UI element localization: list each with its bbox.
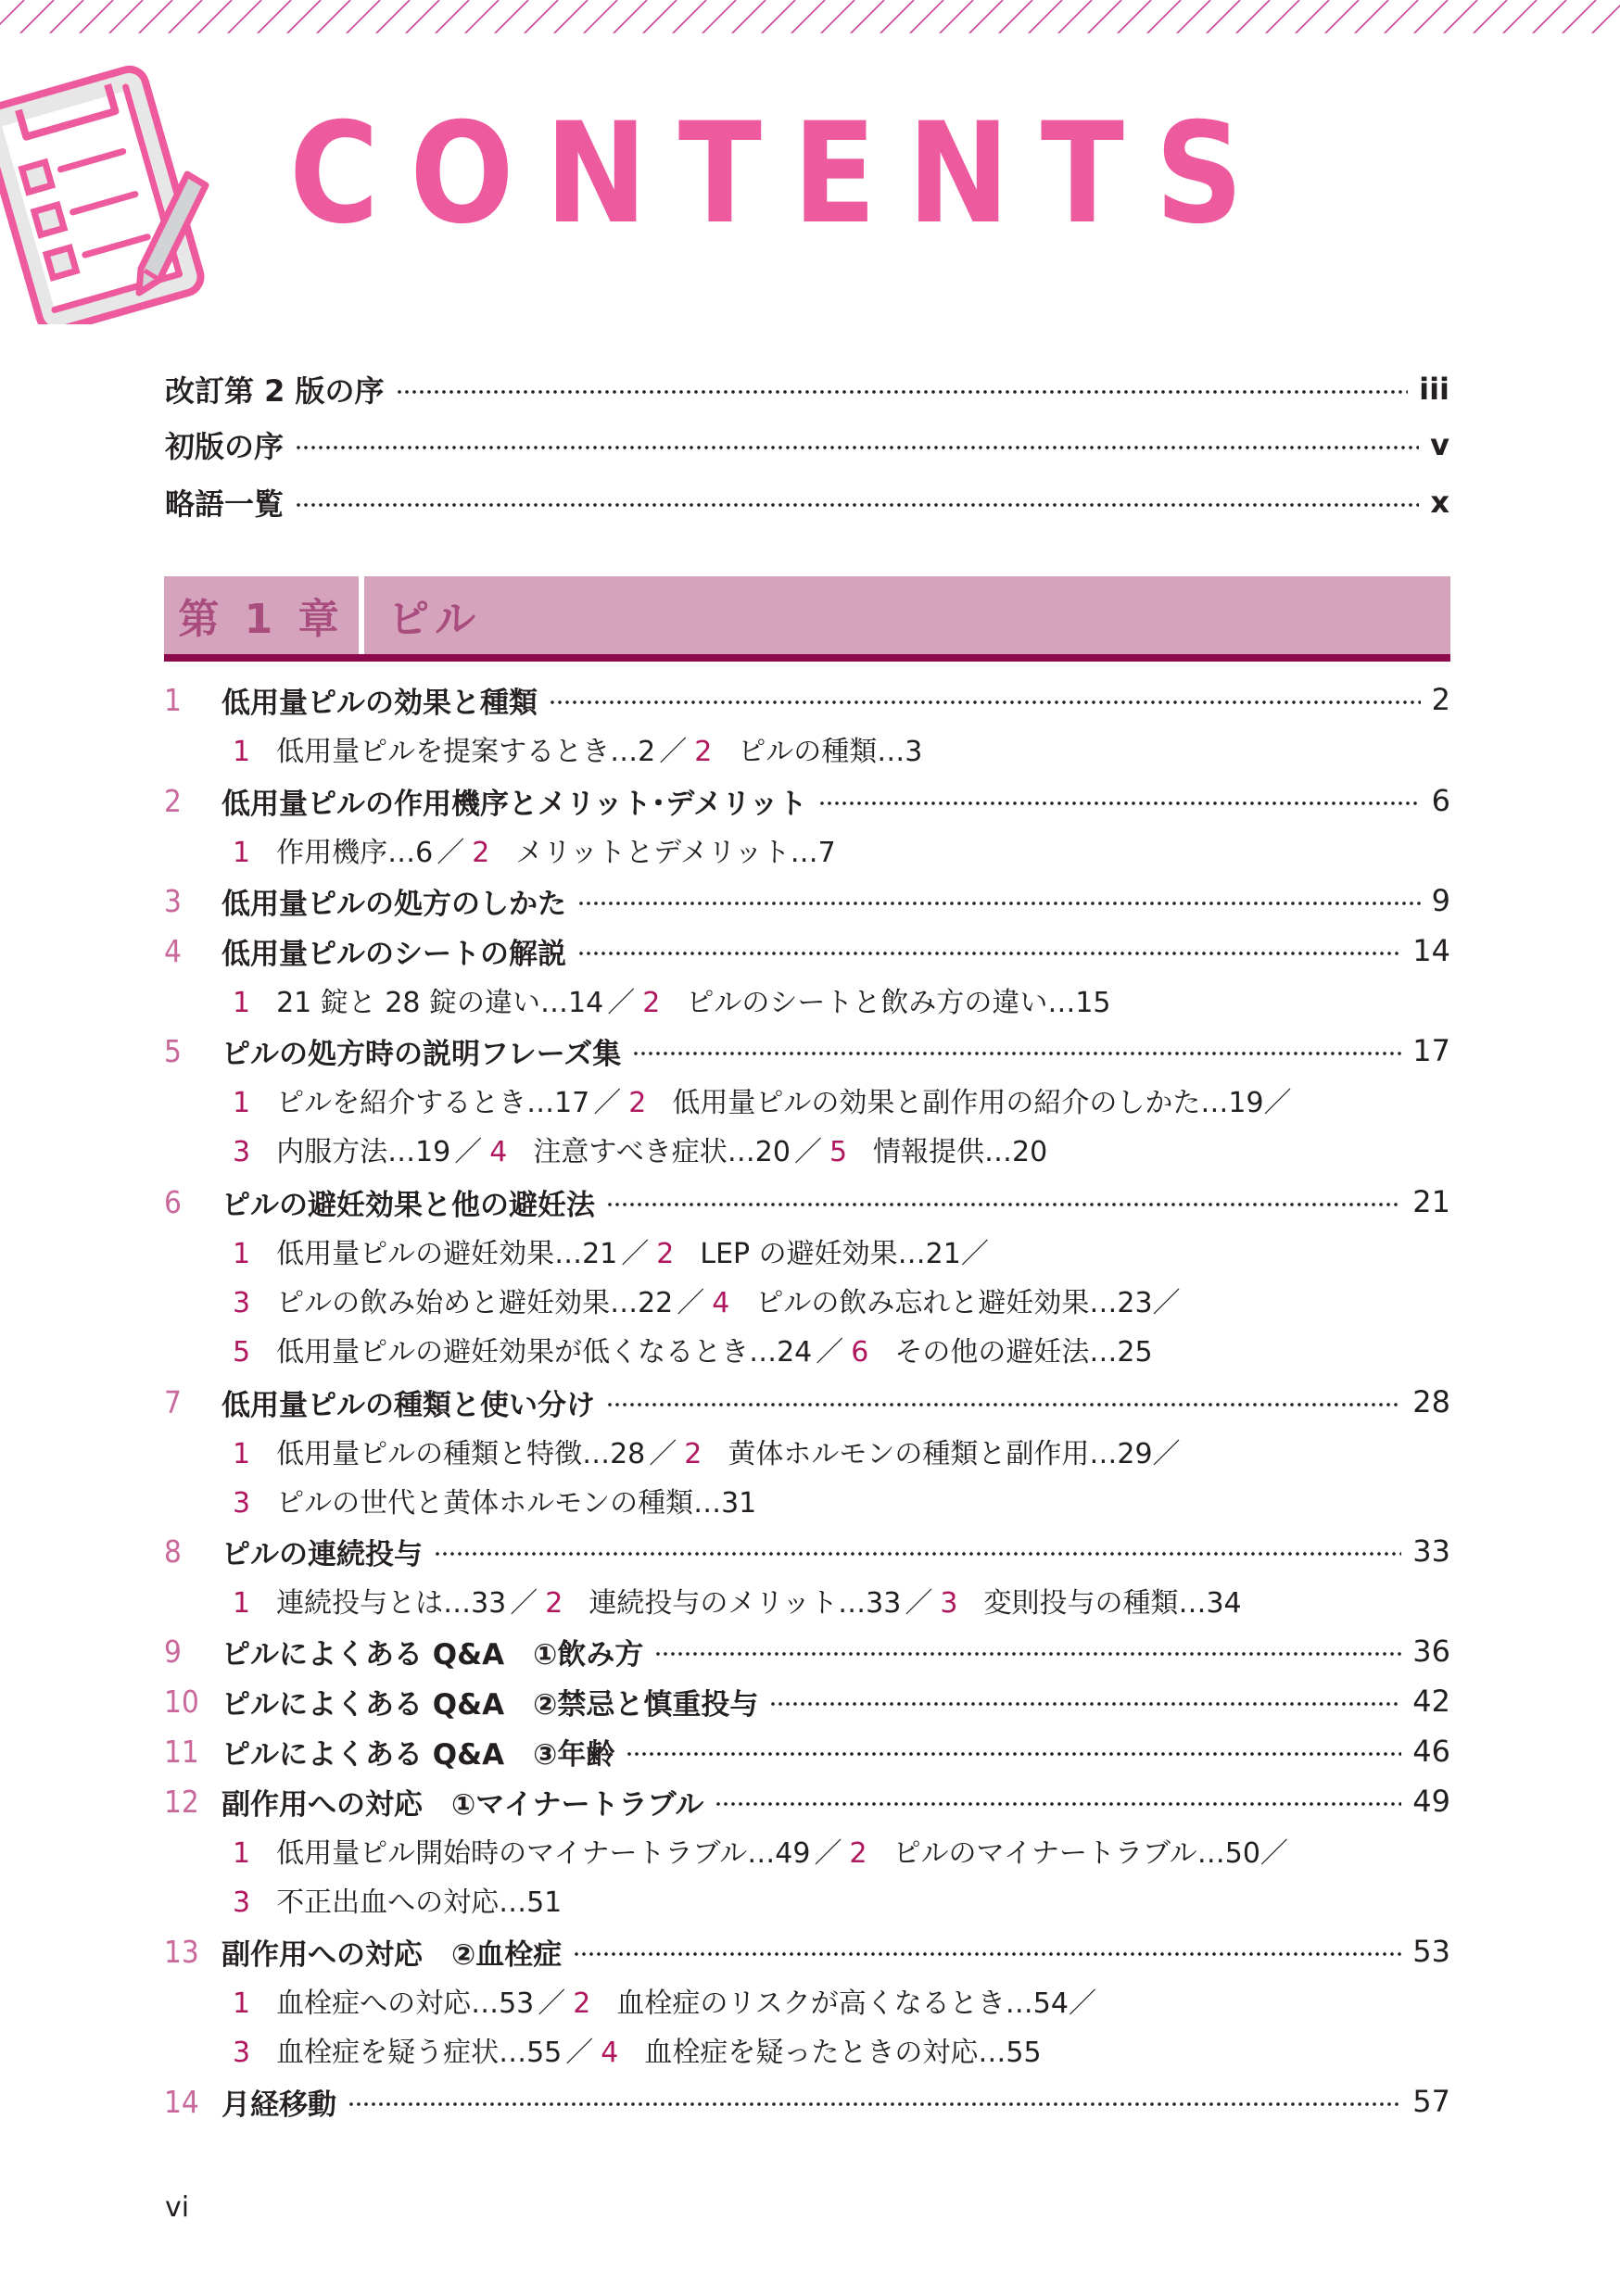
toc-subsection-line — [164, 1828, 1450, 1873]
hatch-line — [525, 0, 558, 33]
subsection-number: 1 — [233, 1438, 251, 1470]
section-title: ピルの連続投与 — [221, 1537, 423, 1571]
toc-subsection-line — [164, 1478, 1450, 1522]
dot-leader — [818, 801, 1421, 805]
subsection-title: 低用量ピルの種類と特徴…28 — [276, 1438, 646, 1470]
toc-subsection[interactable] — [233, 1129, 450, 1169]
section-number: 11 — [164, 1733, 199, 1770]
subsection-title: 作用機序…6 — [276, 837, 434, 869]
toc-subsection[interactable] — [940, 1580, 1241, 1621]
dot-leader — [434, 1552, 1401, 1556]
hatch-line — [1207, 0, 1240, 33]
hatch-line — [1592, 0, 1620, 33]
subsection-title: 不正出血への対応…51 — [276, 1886, 563, 1919]
section-title: ピルによくある Q&A ②禁忌と慎重投与 — [221, 1687, 759, 1722]
section-number: 8 — [164, 1533, 182, 1570]
subsection-number: 2 — [849, 1837, 867, 1870]
toc-subsection-line — [164, 1877, 1450, 1922]
toc-section[interactable] — [164, 778, 1450, 823]
toc-subsection[interactable] — [233, 1329, 812, 1369]
subsection-number: 2 — [642, 987, 661, 1019]
front-matter-label: 初版の序 — [165, 429, 285, 464]
subsection-number: 1 — [233, 736, 251, 768]
toc-subsection[interactable] — [656, 1230, 989, 1271]
hatch-line — [762, 0, 795, 33]
subsection-number: 2 — [684, 1438, 702, 1470]
separator: ／ — [814, 1837, 842, 1870]
subsection-number: 4 — [489, 1136, 508, 1168]
separator: ／ — [816, 1336, 844, 1369]
hatch-line — [80, 0, 113, 33]
section-title: ピルの処方時の説明フレーズ集 — [221, 1037, 622, 1071]
dot-leader — [348, 2102, 1401, 2106]
separator: ／ — [593, 1087, 622, 1119]
separator: ／ — [659, 736, 688, 768]
section-page: 6 — [1431, 783, 1450, 818]
subsection-title: 血栓症への対応…53 — [276, 1987, 535, 2020]
subsection-title: その他の避妊法…25 — [894, 1336, 1153, 1369]
front-matter-item[interactable] — [165, 424, 1449, 465]
subsection-title: 変則投与の種類…34 — [983, 1587, 1242, 1620]
separator: ／ — [621, 1238, 650, 1270]
subsection-number: 3 — [233, 1487, 251, 1520]
dot-leader — [549, 700, 1421, 704]
subsection-title: 情報提供…20 — [873, 1136, 1048, 1168]
hatch-line — [169, 0, 202, 33]
toc-subsection-line — [164, 726, 1450, 771]
chapter-number: 第 1 章 — [178, 596, 345, 643]
hatch-line — [198, 0, 232, 33]
toc-subsection[interactable] — [233, 829, 433, 870]
section-title: ピルによくある Q&A ①飲み方 — [221, 1637, 644, 1672]
toc-section[interactable] — [164, 878, 1450, 923]
toc-subsection[interactable] — [233, 1079, 589, 1120]
section-page: 53 — [1412, 1934, 1450, 1969]
hatch-line — [1296, 0, 1329, 33]
section-page: 14 — [1412, 933, 1450, 968]
subsection-title: 低用量ピルの避妊効果が低くなるとき…24 — [276, 1336, 813, 1369]
hatch-line — [910, 0, 943, 33]
hatch-line — [1118, 0, 1151, 33]
hatch-line — [109, 0, 143, 33]
toc-subsection-line — [164, 1229, 1450, 1273]
dot-leader — [295, 446, 1419, 449]
subsection-title: 連続投与とは…33 — [276, 1587, 507, 1620]
subsection-number: 4 — [601, 2037, 619, 2069]
separator: ／ — [793, 1136, 822, 1168]
dot-leader — [577, 952, 1401, 955]
subsection-title: ピルのシートと飲み方の違い…15 — [686, 987, 1111, 1019]
toc-subsection-line — [164, 978, 1450, 1022]
section-page: 17 — [1412, 1033, 1450, 1068]
hatch-line — [851, 0, 884, 33]
dot-leader — [606, 1403, 1401, 1407]
hatch-line — [673, 0, 706, 33]
separator: ／ — [510, 1587, 538, 1620]
section-page: 28 — [1412, 1384, 1450, 1419]
dot-leader — [715, 1802, 1401, 1806]
subsection-title: ピルの種類…3 — [738, 736, 923, 768]
hatch-line — [1325, 0, 1359, 33]
toc-subsection[interactable] — [829, 1129, 1047, 1169]
subsection-number: 2 — [472, 837, 490, 869]
dot-leader — [573, 1952, 1401, 1956]
chapter-title-box — [364, 576, 1450, 654]
toc-subsection-line — [164, 2027, 1450, 2072]
section-page: 42 — [1412, 1684, 1450, 1719]
front-matter-label: 改訂第 2 版の序 — [165, 373, 385, 409]
subsection-title: メリットとデメリット…7 — [515, 837, 836, 869]
hatch-line — [1058, 0, 1092, 33]
subsection-number: 2 — [573, 1987, 591, 2020]
hatch-line — [436, 0, 469, 33]
subsection-number: 3 — [233, 1886, 251, 1919]
subsection-number: 5 — [233, 1336, 251, 1369]
subsection-number: 3 — [233, 1287, 251, 1319]
section-page: 57 — [1412, 2084, 1450, 2119]
chapter-number-box — [164, 576, 359, 654]
separator: ／ — [437, 837, 465, 869]
section-title: 低用量ピルの種類と使い分け — [221, 1388, 595, 1422]
section-number: 5 — [164, 1032, 182, 1069]
hatch-line — [643, 0, 677, 33]
toc-subsection-line — [164, 1078, 1450, 1122]
subsection-number: 1 — [233, 1238, 251, 1270]
subsection-title: 注意すべき症状…20 — [533, 1136, 791, 1168]
section-title: 低用量ピルの作用機序とメリット･デメリット — [221, 787, 807, 821]
hatch-line — [1385, 0, 1418, 33]
hatch-line — [465, 0, 499, 33]
toc-section[interactable] — [164, 1929, 1450, 1974]
front-matter-item[interactable] — [165, 482, 1449, 523]
subsection-title: ピルの飲み忘れと避妊効果…23／ — [755, 1287, 1181, 1319]
hatch-line — [228, 0, 261, 33]
section-number: 10 — [164, 1683, 199, 1720]
section-number: 6 — [164, 1183, 182, 1220]
subsection-title: LEP の避妊効果…21／ — [700, 1238, 989, 1270]
section-title: 副作用への対応 ①マイナートラブル — [221, 1787, 704, 1822]
hatch-line — [406, 0, 439, 33]
hatch-line — [50, 0, 83, 33]
toc-subsection[interactable] — [233, 1431, 645, 1471]
chapter-header — [164, 576, 1450, 665]
toc-subsection[interactable] — [851, 1329, 1152, 1369]
section-page: 2 — [1431, 682, 1450, 717]
toc-subsection[interactable] — [573, 1980, 1096, 2021]
dot-leader — [295, 503, 1419, 507]
section-number: 12 — [164, 1783, 199, 1820]
toc-section[interactable] — [164, 928, 1450, 973]
dot-leader — [654, 1652, 1401, 1656]
hatch-line — [0, 0, 24, 33]
subsection-title: ピルを紹介するとき…17 — [276, 1087, 590, 1119]
toc-section[interactable] — [164, 1779, 1450, 1823]
toc-subsection[interactable] — [233, 1980, 534, 2021]
section-title: 副作用への対応 ②血栓症 — [221, 1937, 563, 1972]
subsection-number: 3 — [233, 1136, 251, 1168]
section-number: 14 — [164, 2083, 199, 2120]
toc-section[interactable] — [164, 1180, 1450, 1224]
subsection-title: 低用量ピルを提案するとき…2 — [276, 736, 656, 768]
toc-subsection[interactable] — [233, 1230, 617, 1271]
section-number: 3 — [164, 882, 182, 919]
separator: ／ — [649, 1438, 677, 1470]
subsection-title: 黄体ホルモンの種類と副作用…29／ — [728, 1438, 1181, 1470]
hatch-line — [1474, 0, 1507, 33]
separator: ／ — [677, 1287, 705, 1319]
toc-subsection[interactable] — [712, 1280, 1180, 1320]
toc-section[interactable] — [164, 2079, 1450, 2124]
hatch-line — [1147, 0, 1181, 33]
hatch-line — [139, 0, 172, 33]
subsection-title: 血栓症のリスクが高くなるとき…54／ — [616, 1987, 1096, 2020]
hatch-line — [376, 0, 410, 33]
toc-subsection-line — [164, 1278, 1450, 1322]
separator: ／ — [565, 2037, 594, 2069]
checklist-clipboard-icon — [0, 37, 222, 324]
subsection-number: 2 — [656, 1238, 675, 1270]
hatch-line — [1177, 0, 1210, 33]
section-page: 9 — [1431, 883, 1450, 918]
hatch-line — [584, 0, 617, 33]
subsection-number: 2 — [694, 736, 713, 768]
subsection-title: ピルの飲み始めと避妊効果…22 — [276, 1287, 674, 1319]
dot-leader — [577, 902, 1421, 905]
chapter-underline — [164, 654, 1450, 662]
toc-subsection[interactable] — [642, 979, 1110, 1020]
section-title: 低用量ピルのシートの解説 — [221, 937, 566, 971]
section-page: 36 — [1412, 1634, 1450, 1669]
toc-subsection[interactable] — [233, 979, 603, 1020]
section-title: 低用量ピルの効果と種類 — [221, 686, 538, 720]
hatch-line — [20, 0, 54, 33]
subsection-number: 1 — [233, 837, 251, 869]
toc-section[interactable] — [164, 1629, 1450, 1673]
hatch-line — [1533, 0, 1566, 33]
toc-subsection-line — [164, 1978, 1450, 2023]
section-number: 7 — [164, 1383, 182, 1420]
front-matter-page: iii — [1419, 372, 1449, 407]
separator: ／ — [607, 987, 636, 1019]
subsection-title: ピルのマイナートラブル…50／ — [892, 1837, 1288, 1870]
toc-subsection[interactable] — [684, 1431, 1180, 1471]
toc-subsection[interactable] — [233, 1830, 810, 1871]
toc-subsection[interactable] — [849, 1830, 1287, 1871]
section-page: 21 — [1412, 1184, 1450, 1219]
hatch-line — [791, 0, 825, 33]
section-number: 4 — [164, 932, 182, 969]
toc-subsection-line — [164, 1327, 1450, 1371]
subsection-title: ピルの世代と黄体ホルモンの種類…31 — [276, 1487, 757, 1520]
section-title: 月経移動 — [221, 2088, 336, 2122]
toc-subsection-line — [164, 1429, 1450, 1473]
chapter-title: ピル — [388, 596, 481, 643]
front-matter-item[interactable] — [165, 369, 1449, 410]
subsection-number: 2 — [628, 1087, 647, 1119]
subsection-number: 5 — [829, 1136, 848, 1168]
hatch-line — [969, 0, 1003, 33]
hatch-line — [1503, 0, 1537, 33]
subsection-title: 低用量ピルの避妊効果…21 — [276, 1238, 618, 1270]
subsection-number: 1 — [233, 1587, 251, 1620]
section-page: 33 — [1412, 1533, 1450, 1569]
separator: ／ — [538, 1987, 566, 2020]
section-page: 49 — [1412, 1784, 1450, 1819]
subsection-number: 1 — [233, 1837, 251, 1870]
subsection-title: 低用量ピルの効果と副作用の紹介のしかた…19／ — [672, 1087, 1292, 1119]
hatch-line — [317, 0, 350, 33]
hatch-line — [1236, 0, 1270, 33]
toc-section[interactable] — [164, 1028, 1450, 1073]
separator: ／ — [454, 1136, 483, 1168]
subsection-title: 連続投与のメリット…33 — [589, 1587, 902, 1620]
subsection-number: 1 — [233, 1087, 251, 1119]
hatch-line — [732, 0, 766, 33]
toc-subsection[interactable] — [233, 2029, 562, 2070]
toc-section[interactable] — [164, 1729, 1450, 1773]
hatch-line — [1355, 0, 1388, 33]
hatch-line — [940, 0, 973, 33]
toc-subsection[interactable] — [233, 1580, 506, 1621]
toc-subsection[interactable] — [694, 728, 922, 769]
section-number: 1 — [164, 681, 182, 718]
hatch-line — [1563, 0, 1596, 33]
front-matter-label: 略語一覧 — [165, 486, 285, 522]
hatch-line — [1414, 0, 1448, 33]
subsection-number: 4 — [712, 1287, 730, 1319]
hatch-line — [614, 0, 647, 33]
subsection-title: 血栓症を疑う症状…55 — [276, 2037, 563, 2069]
subsection-number: 2 — [545, 1587, 563, 1620]
toc-section[interactable] — [164, 1679, 1450, 1723]
subsection-number: 3 — [233, 2037, 251, 2069]
toc-section[interactable] — [164, 1380, 1450, 1424]
dot-leader — [632, 1052, 1401, 1055]
toc-subsection[interactable] — [601, 2029, 1041, 2070]
toc-subsection[interactable] — [489, 1129, 791, 1169]
toc-subsection-line — [164, 827, 1450, 872]
hatch-line — [702, 0, 736, 33]
front-matter-page: x — [1430, 485, 1449, 520]
section-page: 46 — [1412, 1734, 1450, 1769]
dot-leader — [606, 1203, 1401, 1206]
toc-subsection-line — [164, 1127, 1450, 1171]
separator: ／ — [905, 1587, 933, 1620]
hatch-line — [880, 0, 914, 33]
top-hatch-decoration — [0, 0, 1620, 33]
subsection-title: 21 錠と 28 錠の違い…14 — [276, 987, 604, 1019]
toc-subsection[interactable] — [233, 1280, 673, 1320]
page-title: CONTENTS — [289, 94, 1274, 255]
toc-subsection[interactable] — [233, 1480, 756, 1520]
section-title: ピルの避妊効果と他の避妊法 — [221, 1188, 595, 1222]
dot-leader — [626, 1752, 1401, 1756]
dot-leader — [396, 390, 1409, 394]
toc-section[interactable] — [164, 677, 1450, 722]
subsection-title: 内服方法…19 — [276, 1136, 451, 1168]
hatch-line — [554, 0, 588, 33]
toc-subsection[interactable] — [545, 1580, 901, 1621]
section-number: 9 — [164, 1633, 182, 1670]
subsection-number: 1 — [233, 987, 251, 1019]
hatch-line — [821, 0, 854, 33]
subsection-number: 3 — [940, 1587, 958, 1620]
toc-subsection[interactable] — [472, 829, 836, 870]
front-matter-page: v — [1430, 427, 1449, 462]
section-number: 2 — [164, 782, 182, 819]
subsection-number: 1 — [233, 1987, 251, 2020]
hatch-line — [347, 0, 380, 33]
hatch-line — [999, 0, 1032, 33]
toc-subsection[interactable] — [233, 728, 655, 769]
dot-leader — [769, 1702, 1401, 1706]
page-number: vi — [165, 2191, 190, 2224]
hatch-line — [495, 0, 528, 33]
section-title: 低用量ピルの処方のしかた — [221, 887, 566, 921]
toc-subsection[interactable] — [628, 1079, 1291, 1120]
subsection-title: 血栓症を疑ったときの対応…55 — [644, 2037, 1042, 2069]
hatch-line — [287, 0, 321, 33]
toc-subsection-line — [164, 1578, 1450, 1622]
toc-section[interactable] — [164, 1529, 1450, 1573]
section-title: ピルによくある Q&A ③年齢 — [221, 1737, 615, 1772]
hatch-line — [1029, 0, 1062, 33]
hatch-line — [1444, 0, 1477, 33]
subsection-title: 低用量ピル開始時のマイナートラブル…49 — [276, 1837, 811, 1870]
subsection-number: 6 — [851, 1336, 869, 1369]
hatch-line — [1088, 0, 1121, 33]
hatch-line — [258, 0, 291, 33]
hatch-line — [1266, 0, 1299, 33]
toc-subsection[interactable] — [233, 1879, 562, 1920]
section-number: 13 — [164, 1933, 199, 1970]
